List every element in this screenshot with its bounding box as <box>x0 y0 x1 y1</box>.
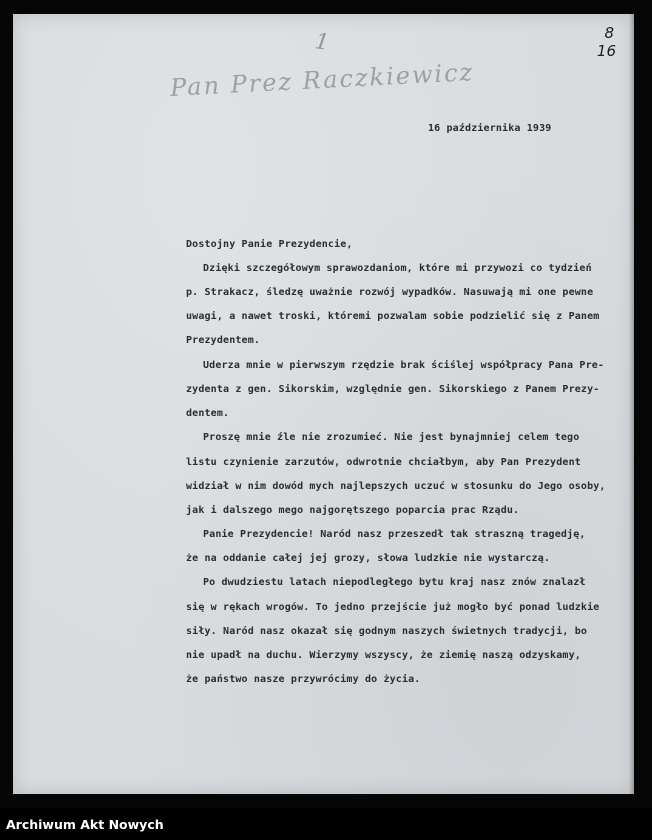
letter-date: 16 października 1939 <box>428 123 552 134</box>
sheet-edge-shadow <box>629 14 634 794</box>
handwritten-addressee-note: Pan Prez Raczkiewicz <box>169 58 475 102</box>
letter-line: jak i dalszego mego najgorętszego poparcia prac Rządu. <box>186 505 520 516</box>
letter-line: siły. Naród nasz okazał się godnym naszych świetnych tradycji, bo <box>186 626 588 637</box>
archive-name: Archiwum Akt Nowych <box>6 817 164 832</box>
letter-line: że na oddanie całej jej grozy, słowa ludzkie nie wystarczą. <box>186 553 551 564</box>
letter-line: zydenta z gen. Sikorskim, względnie gen. Sikorskiego z Panem Prezy- <box>186 384 600 395</box>
letter-line: p. Strakacz, śledzę uważnie rozwój wypadków. Nasuwają mi one pewne <box>186 287 594 298</box>
letter-line: nie upadł na duchu. Wierzymy wszyscy, że ziemię naszą odzyskamy, <box>186 650 581 661</box>
handwritten-page-number: 1 <box>313 29 331 56</box>
letter-line: że państwo nasze przywrócimy do życia. <box>186 674 421 685</box>
letter-line: Dzięki szczegółowym sprawozdaniom, które mi przywozi co tydzień <box>203 263 592 274</box>
letter-line: widział w nim dowód mych najlepszych uczuć w stosunku do Jego osoby, <box>186 481 606 492</box>
letter-line: Prezydentem. <box>186 335 261 346</box>
letter-salutation: Dostojny Panie Prezydencie, <box>186 239 353 250</box>
letter-line: się w rękach wrogów. To jedno przejście już mogło być ponad ludzkie <box>186 602 600 613</box>
letter-line: Proszę mnie źle nie zrozumieć. Nie jest bynajmniej celem tego <box>203 432 580 443</box>
letter-line: listu czynienie zarzutów, odwrotnie chciałbym, aby Pan Prezydent <box>186 457 581 468</box>
letter-line: Po dwudziestu latach niepodległego bytu kraj nasz znów znalazł <box>203 577 586 588</box>
letter-line: dentem. <box>186 408 230 419</box>
folio-number-top: 8 <box>604 24 614 42</box>
folio-number-bottom: 16 <box>596 42 616 60</box>
letter-line: Panie Prezydencie! Naród nasz przeszedł tak straszną tragedję, <box>203 529 586 540</box>
letter-line: uwagi, a nawet troski, któremi pozwalam sobie podzielić się z Panem <box>186 311 600 322</box>
letter-line: Uderza mnie w pierwszym rzędzie brak ściślej współpracy Pana Pre- <box>203 360 605 371</box>
